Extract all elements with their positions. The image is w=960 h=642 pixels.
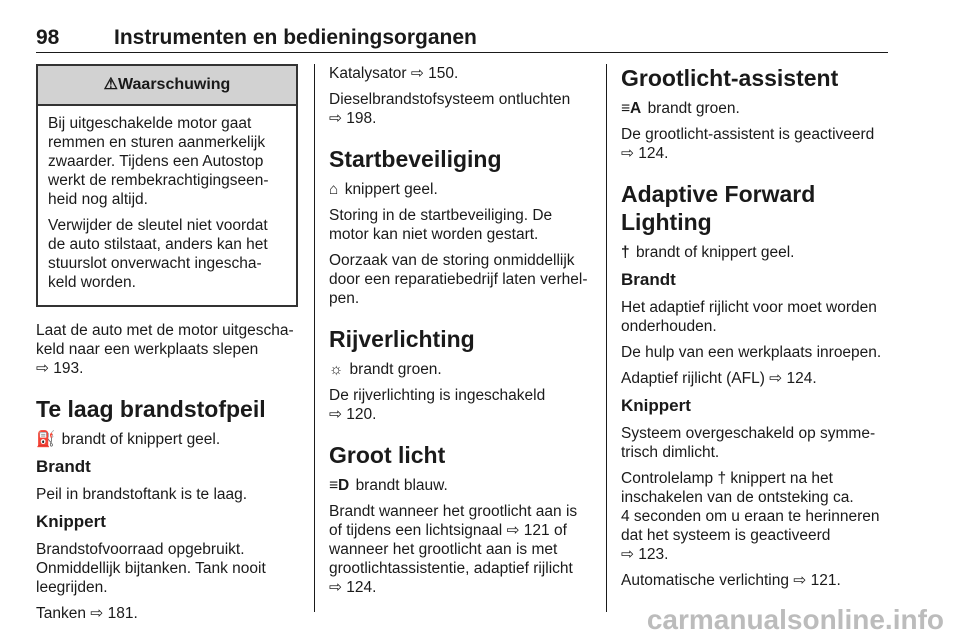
page-title: Instrumenten en bedieningsorganen — [114, 26, 477, 49]
column-3 — [621, 64, 891, 597]
immobilizer-icon: ⌂ — [329, 181, 339, 198]
subsection-heading: Knippert — [621, 396, 691, 415]
paragraph: Het adaptief rijlicht voor moet worden onderhouden. — [621, 299, 877, 335]
warning-paragraph: Bij uitgeschakelde motor gaat remmen en sturen aanmerkelijk zwaarder. Tijdens een Autostop werkt de rembekrachtigingseen- heid nog altijd. — [48, 115, 269, 208]
warning-header — [38, 66, 296, 106]
section-heading: Grootlicht-assistent — [621, 65, 839, 91]
cross-reference: Dieselbrandstofsysteem ontluchten ⇨ 198. — [329, 91, 571, 127]
warning-paragraph: Verwijder de sleutel niet voordat de auto stilstaat, anders kan het stuurslot onverwacht ingescha- keld worden. — [48, 217, 268, 291]
daytime-light-icon: ☼ — [329, 361, 344, 378]
paragraph: Laat de auto met de motor uitgescha- keld naar een werkplaats slepen ⇨ 193. — [36, 322, 294, 377]
section-heading: Rijverlichting — [329, 326, 475, 352]
page-header — [36, 26, 888, 52]
column-divider — [606, 64, 607, 612]
section-heading: Startbeveiliging — [329, 146, 502, 172]
warning-icon: ⚠ — [103, 76, 119, 93]
section-heading: Groot licht — [329, 442, 446, 468]
header-rule — [36, 52, 888, 53]
status-text: brandt groen. — [647, 100, 740, 117]
subsection-heading: Brandt — [36, 457, 91, 476]
status-text: brandt of knippert geel. — [635, 244, 795, 261]
paragraph: Storing in de startbeveiliging. De motor kan niet worden gestart. — [329, 207, 553, 243]
paragraph: Brandt wanneer het grootlicht aan is of tijdens een lichtsignaal ⇨ 121 of wanneer het grootlicht aan is met grootlichtassistentie, adaptief rijlicht ⇨ 124. — [329, 503, 578, 596]
afl-icon: † — [621, 244, 630, 261]
paragraph: Brandstofvoorraad opgebruikt. Onmiddellijk bijtanken. Tank nooit leegrijden. — [36, 541, 266, 596]
cross-reference: Katalysator ⇨ 150. — [329, 65, 459, 82]
column-1 — [36, 64, 298, 630]
paragraph: De rijverlichting is ingeschakeld ⇨ 120. — [329, 387, 546, 423]
paragraph: Oorzaak van de storing onmiddellijk door een reparatiebedrijf laten verhel- pen. — [329, 252, 588, 307]
paragraph: Controlelamp † knippert na het inschakelen van de ontsteking ca. 4 seconden om u eraan te herinneren dat het systeem is geactiveerd ⇨ 123. — [621, 470, 880, 563]
column-divider — [314, 64, 315, 612]
status-text: knippert geel. — [344, 181, 438, 198]
cross-reference: Adaptief rijlicht (AFL) ⇨ 124. — [621, 370, 817, 387]
page-number: 98 — [36, 26, 60, 49]
status-text: brandt of knippert geel. — [61, 431, 221, 448]
high-beam-icon: ≡D — [329, 477, 350, 494]
status-text: brandt blauw. — [355, 477, 448, 494]
paragraph: Peil in brandstoftank is te laag. — [36, 486, 248, 503]
cross-reference: Automatische verlichting ⇨ 121. — [621, 572, 841, 589]
fuel-pump-icon: ⛽ — [36, 431, 56, 448]
column-2 — [329, 64, 591, 604]
paragraph: De grootlicht-assistent is geactiveerd ⇨ 124. — [621, 126, 875, 162]
cross-reference: Tanken ⇨ 181. — [36, 605, 138, 622]
subsection-heading: Brandt — [621, 270, 676, 289]
status-text: brandt groen. — [349, 361, 442, 378]
subsection-heading: Knippert — [36, 512, 106, 531]
high-beam-assist-icon: ≡A — [621, 100, 642, 117]
warning-title: Waarschuwing — [118, 76, 231, 93]
warning-box — [36, 64, 298, 307]
paragraph: Systeem overgeschakeld op symme- trisch dimlicht. — [621, 425, 876, 461]
paragraph: De hulp van een werkplaats inroepen. — [621, 344, 882, 361]
section-heading: Adaptive Forward Lighting — [621, 181, 816, 235]
watermark: carmanualsonline.info — [646, 604, 944, 635]
section-heading: Te laag brandstofpeil — [36, 396, 266, 422]
